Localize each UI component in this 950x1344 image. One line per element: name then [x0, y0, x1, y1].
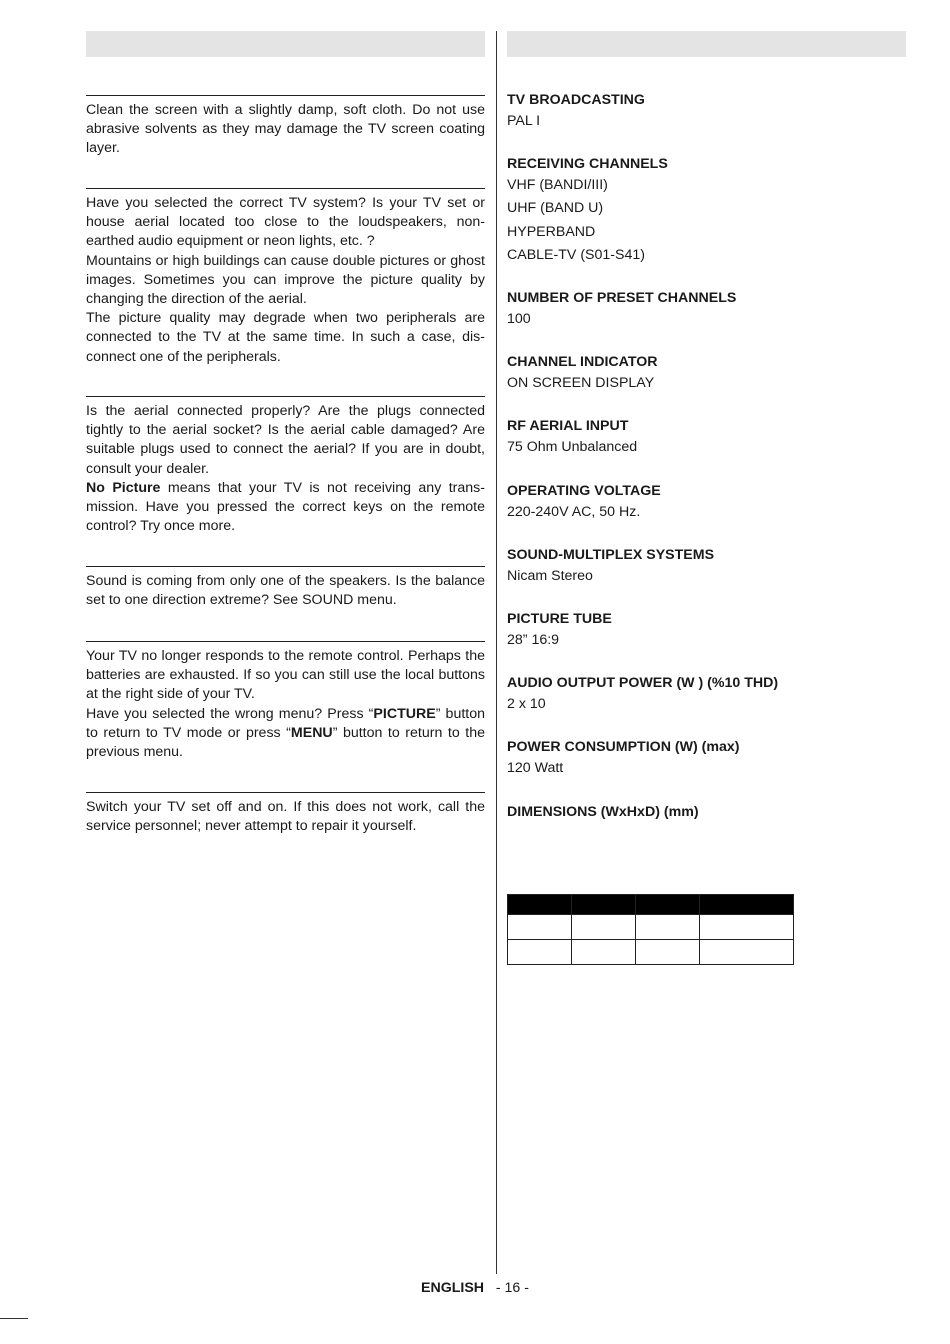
text-run: Switch your TV set off and on. If this does not work, call the service personnel; never attempt to repair it yourself. — [86, 799, 485, 835]
spec-title: CHANNEL INDICATOR — [507, 354, 658, 371]
paragraph — [86, 705, 485, 763]
dimensions-table-cell — [572, 915, 636, 940]
text-run: Have you selected the wrong menu? Press “ — [86, 705, 374, 722]
spec-title: POWER CONSUMPTION (W) (max) — [507, 739, 740, 756]
page-number: - 16 - — [495, 1280, 529, 1296]
text-run: ” button to return to TV mode or press “ — [86, 705, 485, 741]
spec-title: TV BROADCASTING — [507, 92, 645, 108]
dimensions-table-row — [508, 915, 794, 940]
spec-item — [507, 416, 907, 459]
footer-language: ENGLISH — [420, 1280, 485, 1296]
text-run: Your TV no longer responds to the remote control. Perhaps the batteries are exhausted. If so you can still use the local buttons at the right side of your TV. — [86, 648, 485, 703]
spec-title: DIMENSIONS (WxHxD) (mm) — [507, 803, 699, 820]
spec-value: 220-240V AC, 50 Hz. — [507, 503, 641, 520]
spec-title: SOUND-MULTIPLEX SYSTEMS — [507, 546, 715, 563]
spec-item — [507, 90, 907, 133]
text-run: Sound is coming from only one of the speakers. Is the balance set to one direction extreme? See SOUND menu. — [86, 573, 485, 609]
paragraph — [86, 402, 485, 479]
spec-value: 28” 16:9 — [507, 632, 560, 649]
spec-title: OPERATING VOLTAGE — [507, 482, 661, 499]
remote-control-section — [86, 641, 485, 762]
spec-item — [507, 481, 907, 524]
paragraph — [86, 647, 485, 705]
poor-picture-section — [86, 188, 485, 367]
dimensions-table-cell — [508, 915, 572, 940]
dimensions-table-cell — [508, 895, 572, 915]
spec-value: HYPERBAND — [507, 223, 596, 240]
spec-item — [507, 737, 907, 780]
paragraph — [86, 572, 485, 610]
spec-title: RF AERIAL INPUT — [507, 418, 629, 435]
spec-item — [507, 609, 907, 652]
spec-value: VHF (BANDI/III) — [507, 177, 608, 194]
spec-value: 120 Watt — [507, 760, 564, 777]
dimensions-table-cell — [636, 915, 700, 940]
right-header-bar — [507, 31, 906, 57]
spec-item — [507, 802, 907, 822]
spec-value: Nicam Stereo — [507, 567, 593, 584]
dimensions-table-cell — [700, 940, 794, 965]
spec-title: RECEIVING CHANNELS — [507, 156, 668, 173]
dimensions-table-cell — [636, 895, 700, 915]
text-run: Have you selected the correct TV system? Is your TV set or house aerial located too close to the loudspeakers, non-earthed audio equipment or neon lights, etc. ? — [86, 195, 485, 250]
spec-item — [507, 352, 907, 395]
paragraph — [86, 479, 485, 537]
dimensions-table — [507, 894, 794, 965]
dimensions-table-cell — [636, 940, 700, 965]
paragraph — [86, 252, 485, 310]
text-run: Clean the screen with a slightly damp, soft cloth. Do not use abrasive solvents as they may damage the TV screen coating layer. — [86, 102, 485, 157]
bold-text: MENU — [290, 724, 333, 741]
spec-item — [507, 154, 907, 267]
text-run: The picture quality may degrade when two peripherals are connected to the TV at the same time. In such a case, disconnect one of the peripherals. — [86, 310, 485, 365]
text-run: ” button to return to the previous menu. — [86, 724, 486, 761]
paragraph — [86, 194, 485, 252]
bold-text: No Picture — [86, 479, 161, 496]
dimensions-table-cell — [572, 940, 636, 965]
spec-item — [507, 673, 907, 716]
sound-section — [86, 566, 485, 610]
text-run: means that your TV is not receiving any transmission. Have you pressed the correct keys on the remote control? Try once more. — [86, 479, 486, 535]
dimensions-table-cell — [572, 895, 636, 915]
care-section — [86, 95, 485, 159]
dimensions-table-header-row — [508, 895, 794, 915]
no-picture-section — [86, 396, 485, 536]
no-solutions-section — [86, 792, 485, 836]
paragraph — [86, 798, 485, 836]
dimensions-table-cell — [700, 895, 794, 915]
bold-text: PICTURE — [373, 705, 436, 722]
spec-title: AUDIO OUTPUT POWER (W ) (%10 THD) — [507, 675, 779, 692]
spec-value: CABLE-TV (S01-S41) — [507, 246, 645, 263]
spec-value: 100 — [507, 311, 531, 328]
text-run: Is the aerial connected properly? Are the plugs connected tightly to the aerial socket? Is the aerial cable damaged? Are suitable plugs used to connect the aerial? If you are in doubt, consult your dealer. — [86, 403, 485, 477]
column-divider — [496, 31, 497, 1274]
spec-title: PICTURE TUBE — [507, 611, 612, 628]
text-run: Mountains or high buildings can cause double pictures or ghost images. Sometimes you can improve the picture quality by changing the direction of the aerial. — [86, 252, 485, 308]
spec-value: ON SCREEN DISPLAY — [507, 375, 655, 392]
dimensions-table-row — [508, 940, 794, 965]
spec-value: PAL I — [507, 113, 541, 129]
dimensions-table-cell — [700, 915, 794, 940]
spec-value: 2 x 10 — [507, 696, 546, 713]
specifications-column — [507, 90, 907, 843]
page-footer — [0, 1280, 950, 1296]
spec-item — [507, 288, 907, 331]
spec-title: NUMBER OF PRESET CHANNELS — [507, 290, 737, 307]
dimensions-table-cell — [508, 940, 572, 965]
paragraph — [86, 101, 485, 159]
left-header-bar — [86, 31, 485, 57]
spec-value: 75 Ohm Unbalanced — [507, 439, 638, 456]
spec-value: UHF (BAND U) — [507, 200, 604, 217]
spec-item — [507, 545, 907, 588]
paragraph — [86, 309, 485, 367]
corner-mark — [0, 1318, 28, 1319]
